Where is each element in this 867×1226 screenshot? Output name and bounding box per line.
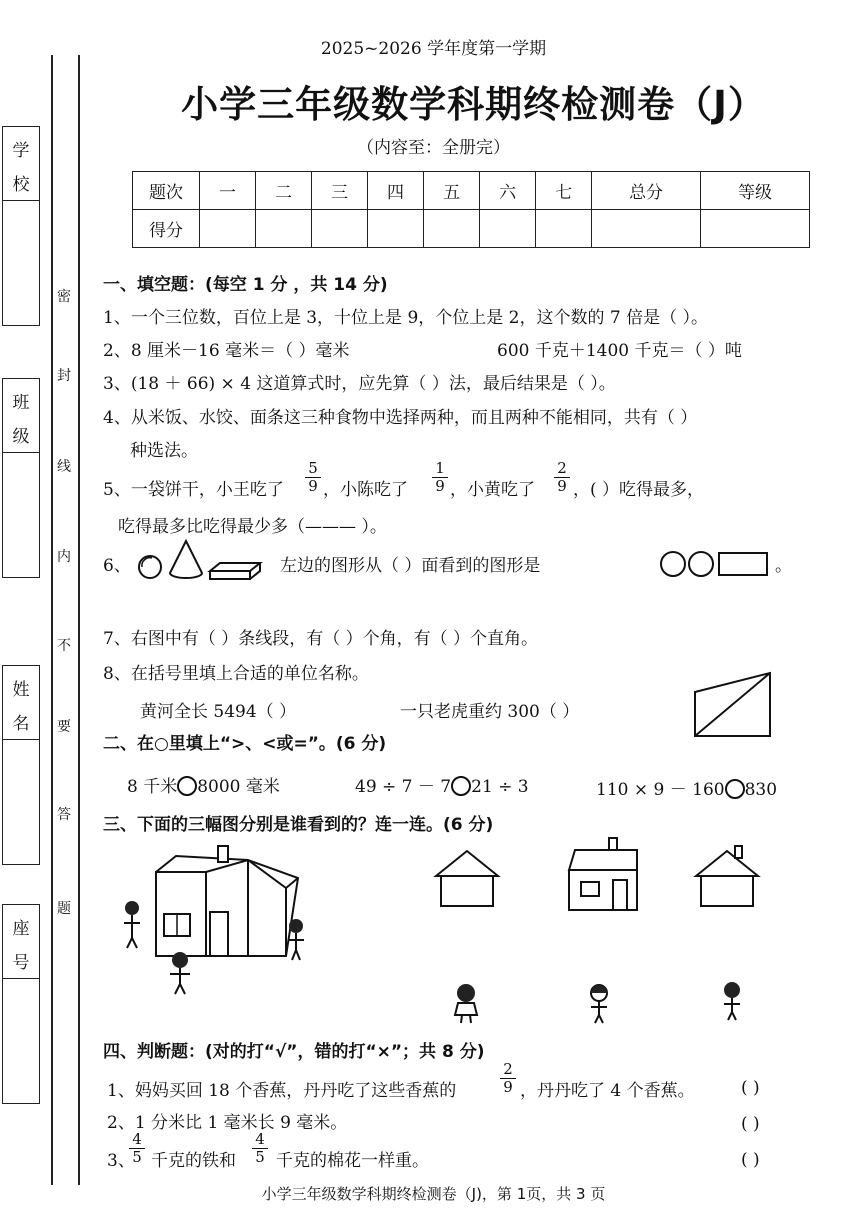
section1-heading: 一、填空题：(每空 1 分 ，共 14 分) — [103, 275, 388, 295]
house-view-1 — [433, 848, 501, 910]
house-view-2 — [565, 838, 641, 914]
seal-char-4: 内 — [57, 549, 71, 565]
score-cell: 等级 — [701, 172, 810, 210]
score-table-header-row — [133, 172, 810, 210]
binding-line-right — [78, 55, 80, 1185]
section4-heading: 四、判断题：(对的打“√”，错的打“×”；共 8 分) — [103, 1042, 485, 1062]
seal-char-5: 不 — [57, 638, 71, 654]
compare-1-left: 8 千米 — [127, 777, 178, 797]
solid-shapes-icon — [138, 537, 263, 583]
trapezoid-figure — [690, 670, 775, 740]
score-cell: 七 — [536, 172, 592, 210]
compare-circle-input[interactable] — [451, 776, 471, 796]
score-input[interactable] — [256, 210, 312, 248]
judge-2-answer[interactable]: ( ) — [741, 1114, 760, 1134]
question-1-6-number: 6、 — [103, 556, 131, 576]
score-cell: 三 — [312, 172, 368, 210]
fraction-denominator: 5 — [255, 1148, 265, 1166]
fraction-4-5-b — [252, 1131, 268, 1166]
score-cell: 五 — [424, 172, 480, 210]
class-label-2: 级 — [12, 427, 30, 447]
compare-2-left: 49 ÷ 7 － 7 — [355, 777, 452, 797]
seat-label-2: 号 — [12, 953, 30, 973]
question-1-2b: 600 千克＋1400 千克＝（ ）吨 — [497, 341, 742, 361]
score-input[interactable] — [592, 210, 701, 248]
school-label-2: 校 — [12, 175, 30, 195]
name-label-1: 姓 — [12, 680, 30, 700]
cuboid-shape — [210, 563, 260, 579]
view-rectangle — [719, 553, 767, 575]
seal-char-7: 答 — [57, 807, 71, 823]
judge-1-part2: ，丹丹吃了 4 个香蕉。 — [520, 1081, 695, 1101]
question-1-6-text: 左边的图形从（ ）面看到的图形是 — [280, 556, 541, 576]
score-input[interactable] — [368, 210, 424, 248]
page-footer: 小学三年级数学科期终检测卷（J)，第 1页，共 3 页 — [261, 1185, 606, 1203]
judge-2: 2、1 分米比 1 毫米长 9 毫米。 — [107, 1113, 348, 1133]
compare-1-right: 8000 毫米 — [197, 777, 280, 797]
judge-3-part2: 千克的棉花一样重。 — [276, 1151, 429, 1171]
fraction-5-9 — [305, 460, 321, 495]
question-1-5-part4: ，( ）吃得最多， — [573, 480, 705, 500]
view-circle-2 — [689, 552, 713, 576]
name-label-2: 名 — [12, 714, 30, 734]
view-shapes-icon — [660, 550, 770, 578]
section2-heading: 二、在○里填上“>、<或=”。(6 分) — [103, 734, 387, 754]
name-divider — [3, 739, 39, 740]
fraction-numerator: 1 — [432, 460, 448, 478]
fraction-denominator: 9 — [435, 477, 445, 495]
class-divider — [3, 452, 39, 453]
name-field[interactable] — [2, 665, 40, 865]
compare-2 — [355, 772, 529, 797]
compare-3-left: 110 × 9 － 160 — [596, 780, 725, 800]
compare-circle-input[interactable] — [725, 779, 745, 799]
house-view-3 — [693, 846, 761, 910]
class-label-1: 班 — [12, 393, 30, 413]
judge-3-part1: 千克的铁和 — [151, 1151, 236, 1171]
score-table — [132, 171, 810, 248]
seal-char-6: 要 — [57, 719, 71, 735]
content-scope: （内容至：全册完） — [357, 138, 510, 158]
fraction-numerator: 4 — [129, 1131, 145, 1149]
fraction-denominator: 9 — [503, 1078, 513, 1096]
judge-3-answer[interactable]: ( ) — [741, 1150, 760, 1170]
fraction-denominator: 9 — [308, 477, 318, 495]
seat-divider — [3, 978, 39, 979]
score-input[interactable] — [200, 210, 256, 248]
fraction-denominator: 9 — [557, 477, 567, 495]
question-1-3: 3、(18 ＋ 66) × 4 这道算式时，应先算（ ）法，最后结果是（ ）。 — [103, 374, 616, 394]
score-cell: 总分 — [592, 172, 701, 210]
compare-1 — [127, 772, 280, 797]
child-figure-3 — [720, 980, 744, 1022]
section3-heading: 三、下面的三幅图分别是谁看到的？连一连。(6 分) — [103, 815, 494, 835]
score-input[interactable] — [536, 210, 592, 248]
seat-label-1: 座 — [12, 919, 30, 939]
cone-shape — [170, 541, 202, 578]
score-input[interactable] — [424, 210, 480, 248]
question-1-5b: 吃得最多比吃得最少多（——— ）。 — [118, 517, 387, 537]
question-1-8b: 一只老虎重约 300（ ） — [400, 702, 580, 722]
fraction-numerator: 5 — [305, 460, 321, 478]
fraction-numerator: 2 — [500, 1061, 516, 1079]
question-1-6-end: 。 — [775, 556, 792, 576]
question-1-5-part3: ，小黄吃了 — [450, 480, 535, 500]
compare-2-right: 21 ÷ 3 — [471, 777, 529, 797]
question-1-4a: 4、从米饭、水饺、面条这三种食物中选择两种，而且两种不能相同，共有（ ） — [103, 408, 698, 428]
compare-3-right: 830 — [744, 780, 778, 800]
school-label-1: 学 — [12, 141, 30, 161]
seat-field[interactable] — [2, 904, 40, 1104]
fraction-1-9 — [432, 460, 448, 495]
seal-char-2: 封 — [57, 368, 71, 384]
binding-line-left — [51, 55, 53, 1185]
house-3d-illustration — [118, 848, 318, 998]
seal-char-3: 线 — [57, 459, 71, 475]
fraction-2-9 — [554, 460, 570, 495]
score-table-score-row — [133, 210, 810, 248]
judge-1-answer[interactable]: ( ) — [741, 1078, 760, 1098]
judge-1-part1: 1、妈妈买回 18 个香蕉，丹丹吃了这些香蕉的 — [107, 1081, 457, 1101]
class-field[interactable] — [2, 378, 40, 578]
question-1-1: 1、一个三位数，百位上是 3，十位上是 9，个位上是 2，这个数的 7 倍是（ ）。 — [103, 308, 709, 328]
question-1-5-part1: 5、一袋饼干，小王吃了 — [103, 480, 284, 500]
seal-char-1: 密 — [57, 289, 71, 305]
fraction-numerator: 4 — [252, 1131, 268, 1149]
score-input[interactable] — [312, 210, 368, 248]
question-1-8a: 黄河全长 5494（ ） — [140, 702, 297, 722]
compare-circle-input[interactable] — [177, 776, 197, 796]
score-input[interactable] — [701, 210, 810, 248]
question-1-7: 7、右图中有（ ）条线段，有（ ）个角，有（ ）个直角。 — [103, 629, 539, 649]
page-title: 小学三年级数学科期终检测卷（J） — [181, 83, 766, 126]
view-circle-1 — [661, 552, 685, 576]
seal-char-8: 题 — [57, 901, 71, 917]
fraction-2-9-judge — [500, 1061, 516, 1096]
child-figure-1 — [453, 983, 479, 1025]
score-cell: 一 — [200, 172, 256, 210]
school-divider — [3, 200, 39, 201]
score-cell: 二 — [256, 172, 312, 210]
question-1-2a: 2、8 厘米－16 毫米＝（ ）毫米 — [103, 341, 350, 361]
child-figure-2 — [586, 983, 612, 1025]
compare-3 — [596, 775, 777, 800]
score-cell: 六 — [480, 172, 536, 210]
fraction-denominator: 5 — [132, 1148, 142, 1166]
sphere-shape — [139, 556, 161, 578]
question-1-8: 8、在括号里填上合适的单位名称。 — [103, 664, 369, 684]
score-input[interactable] — [480, 210, 536, 248]
judge-3-number: 3、 — [107, 1151, 135, 1171]
question-1-4b: 种选法。 — [130, 441, 198, 461]
question-1-5-part2: ，小陈吃了 — [323, 480, 408, 500]
fraction-numerator: 2 — [554, 460, 570, 478]
score-cell: 题次 — [133, 172, 200, 210]
score-row-label: 得分 — [133, 210, 200, 248]
term-line: 2025~2026 学年度第一学期 — [320, 39, 547, 59]
score-cell: 四 — [368, 172, 424, 210]
fraction-4-5-a — [129, 1131, 145, 1166]
